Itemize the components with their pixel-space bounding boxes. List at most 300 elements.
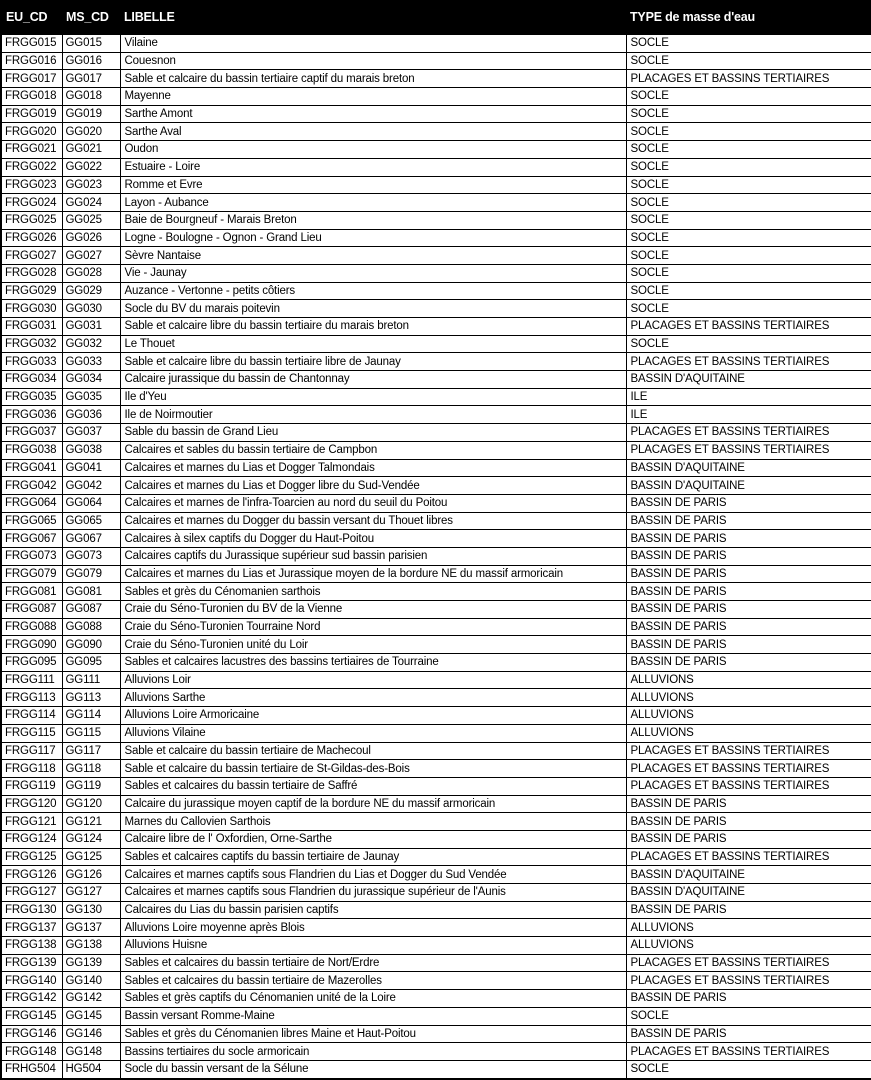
cell-type: ILE [626, 388, 871, 406]
table-row [1, 742, 871, 760]
cell-type: ALLUVIONS [626, 671, 871, 689]
cell-eu_cd: FRGG114 [1, 707, 62, 725]
table-row [1, 123, 871, 141]
cell-libelle: Sable et calcaire du bassin tertiaire de Machecoul [120, 742, 626, 760]
cell-type: ILE [626, 406, 871, 424]
table-row [1, 760, 871, 778]
cell-eu_cd: FRGG041 [1, 459, 62, 477]
table-row [1, 247, 871, 265]
cell-libelle: Calcaires et marnes du Lias et Dogger Talmondais [120, 459, 626, 477]
cell-eu_cd: FRGG138 [1, 937, 62, 955]
cell-type: PLACAGES ET BASSINS TERTIAIRES [626, 777, 871, 795]
cell-ms_cd: GG016 [62, 52, 120, 70]
header-row [1, 1, 871, 35]
table-row [1, 211, 871, 229]
cell-eu_cd: FRGG130 [1, 901, 62, 919]
cell-ms_cd: GG140 [62, 972, 120, 990]
cell-libelle: Alluvions Loir [120, 671, 626, 689]
table-row [1, 441, 871, 459]
table-body [1, 35, 871, 1080]
table-row [1, 547, 871, 565]
table-row [1, 70, 871, 88]
cell-ms_cd: GG030 [62, 300, 120, 318]
cell-libelle: Calcaire libre de l' Oxfordien, Orne-Sarthe [120, 830, 626, 848]
cell-eu_cd: FRGG124 [1, 830, 62, 848]
cell-eu_cd: FRGG119 [1, 777, 62, 795]
cell-type: BASSIN DE PARIS [626, 618, 871, 636]
cell-eu_cd: FRGG030 [1, 300, 62, 318]
cell-libelle: Layon - Aubance [120, 194, 626, 212]
table-row [1, 459, 871, 477]
cell-ms_cd: GG041 [62, 459, 120, 477]
cell-eu_cd: FRGG125 [1, 848, 62, 866]
cell-eu_cd: FRGG024 [1, 194, 62, 212]
cell-eu_cd: FRGG127 [1, 884, 62, 902]
cell-ms_cd: GG067 [62, 530, 120, 548]
cell-type: BASSIN DE PARIS [626, 601, 871, 619]
cell-eu_cd: FRGG034 [1, 371, 62, 389]
cell-ms_cd: GG025 [62, 211, 120, 229]
cell-type: SOCLE [626, 194, 871, 212]
cell-type: SOCLE [626, 335, 871, 353]
cell-eu_cd: FRHG504 [1, 1060, 62, 1079]
cell-eu_cd: FRGG065 [1, 512, 62, 530]
cell-ms_cd: GG139 [62, 954, 120, 972]
cell-eu_cd: FRGG111 [1, 671, 62, 689]
table-row [1, 972, 871, 990]
cell-type: BASSIN D'AQUITAINE [626, 866, 871, 884]
cell-type: SOCLE [626, 35, 871, 53]
cell-eu_cd: FRGG042 [1, 477, 62, 495]
cell-eu_cd: FRGG139 [1, 954, 62, 972]
cell-type: BASSIN DE PARIS [626, 530, 871, 548]
cell-eu_cd: FRGG020 [1, 123, 62, 141]
cell-libelle: Sables et calcaires du bassin tertiaire de Saffré [120, 777, 626, 795]
cell-eu_cd: FRGG113 [1, 689, 62, 707]
cell-eu_cd: FRGG038 [1, 441, 62, 459]
cell-libelle: Couesnon [120, 52, 626, 70]
cell-ms_cd: GG024 [62, 194, 120, 212]
column-header-libelle: LIBELLE [120, 1, 626, 35]
cell-libelle: Calcaire du jurassique moyen captif de la bordure NE du massif armoricain [120, 795, 626, 813]
cell-type: PLACAGES ET BASSINS TERTIAIRES [626, 760, 871, 778]
table-row [1, 813, 871, 831]
cell-type: BASSIN DE PARIS [626, 990, 871, 1008]
table-row [1, 654, 871, 672]
cell-type: PLACAGES ET BASSINS TERTIAIRES [626, 353, 871, 371]
cell-libelle: Estuaire - Loire [120, 158, 626, 176]
cell-ms_cd: GG032 [62, 335, 120, 353]
cell-eu_cd: FRGG064 [1, 494, 62, 512]
cell-type: BASSIN D'AQUITAINE [626, 459, 871, 477]
cell-libelle: Sarthe Aval [120, 123, 626, 141]
table-row [1, 176, 871, 194]
cell-eu_cd: FRGG120 [1, 795, 62, 813]
cell-ms_cd: GG081 [62, 583, 120, 601]
table-row [1, 530, 871, 548]
table-row [1, 194, 871, 212]
table-header [1, 1, 871, 35]
cell-ms_cd: GG029 [62, 282, 120, 300]
cell-eu_cd: FRGG033 [1, 353, 62, 371]
cell-type: SOCLE [626, 52, 871, 70]
cell-libelle: Le Thouet [120, 335, 626, 353]
cell-ms_cd: GG079 [62, 565, 120, 583]
cell-type: SOCLE [626, 1060, 871, 1079]
cell-libelle: Calcaire jurassique du bassin de Chantonnay [120, 371, 626, 389]
cell-ms_cd: GG148 [62, 1043, 120, 1061]
cell-ms_cd: GG042 [62, 477, 120, 495]
cell-ms_cd: HG504 [62, 1060, 120, 1079]
cell-libelle: Calcaires du Lias du bassin parisien captifs [120, 901, 626, 919]
cell-eu_cd: FRGG115 [1, 724, 62, 742]
cell-type: BASSIN DE PARIS [626, 512, 871, 530]
cell-eu_cd: FRGG022 [1, 158, 62, 176]
cell-type: PLACAGES ET BASSINS TERTIAIRES [626, 318, 871, 336]
cell-type: SOCLE [626, 229, 871, 247]
cell-ms_cd: GG018 [62, 88, 120, 106]
cell-ms_cd: GG064 [62, 494, 120, 512]
cell-libelle: Calcaires et marnes du Lias et Dogger libre du Sud-Vendée [120, 477, 626, 495]
cell-eu_cd: FRGG140 [1, 972, 62, 990]
table-row [1, 990, 871, 1008]
cell-ms_cd: GG119 [62, 777, 120, 795]
cell-type: BASSIN D'AQUITAINE [626, 884, 871, 902]
cell-libelle: Sables et calcaires captifs du bassin tertiaire de Jaunay [120, 848, 626, 866]
cell-libelle: Sables et calcaires lacustres des bassins tertiaires de Tourraine [120, 654, 626, 672]
cell-eu_cd: FRGG035 [1, 388, 62, 406]
cell-libelle: Calcaires captifs du Jurassique supérieur sud bassin parisien [120, 547, 626, 565]
table-row [1, 707, 871, 725]
table-row [1, 937, 871, 955]
cell-ms_cd: GG065 [62, 512, 120, 530]
cell-libelle: Calcaires et marnes captifs sous Flandrien du Lias et Dogger du Sud Vendée [120, 866, 626, 884]
cell-libelle: Sarthe Amont [120, 105, 626, 123]
cell-type: ALLUVIONS [626, 937, 871, 955]
cell-type: PLACAGES ET BASSINS TERTIAIRES [626, 742, 871, 760]
cell-type: PLACAGES ET BASSINS TERTIAIRES [626, 954, 871, 972]
cell-eu_cd: FRGG025 [1, 211, 62, 229]
cell-libelle: Calcaires et marnes captifs sous Flandrien du jurassique supérieur de l'Aunis [120, 884, 626, 902]
cell-ms_cd: GG036 [62, 406, 120, 424]
cell-ms_cd: GG130 [62, 901, 120, 919]
table-row [1, 724, 871, 742]
cell-ms_cd: GG118 [62, 760, 120, 778]
table-row [1, 795, 871, 813]
cell-type: SOCLE [626, 105, 871, 123]
cell-libelle: Baie de Bourgneuf - Marais Breton [120, 211, 626, 229]
cell-libelle: Logne - Boulogne - Ognon - Grand Lieu [120, 229, 626, 247]
cell-ms_cd: GG017 [62, 70, 120, 88]
table-row [1, 848, 871, 866]
cell-eu_cd: FRGG019 [1, 105, 62, 123]
cell-type: SOCLE [626, 300, 871, 318]
cell-type: ALLUVIONS [626, 724, 871, 742]
cell-type: SOCLE [626, 141, 871, 159]
cell-libelle: Ile de Noirmoutier [120, 406, 626, 424]
cell-type: PLACAGES ET BASSINS TERTIAIRES [626, 1043, 871, 1061]
cell-eu_cd: FRGG137 [1, 919, 62, 937]
cell-libelle: Sables et grès du Cénomanien sarthois [120, 583, 626, 601]
cell-libelle: Sable et calcaire libre du bassin tertiaire du marais breton [120, 318, 626, 336]
table-row [1, 866, 871, 884]
cell-ms_cd: GG126 [62, 866, 120, 884]
table-row [1, 636, 871, 654]
cell-ms_cd: GG145 [62, 1007, 120, 1025]
cell-libelle: Bassin versant Romme-Maine [120, 1007, 626, 1025]
cell-eu_cd: FRGG017 [1, 70, 62, 88]
cell-libelle: Calcaires et marnes de l'infra-Toarcien au nord du seuil du Poitou [120, 494, 626, 512]
cell-libelle: Sable du bassin de Grand Lieu [120, 424, 626, 442]
cell-eu_cd: FRGG067 [1, 530, 62, 548]
table-row [1, 353, 871, 371]
cell-type: SOCLE [626, 247, 871, 265]
cell-eu_cd: FRGG090 [1, 636, 62, 654]
table-row [1, 601, 871, 619]
cell-libelle: Sables et calcaires du bassin tertiaire de Nort/Erdre [120, 954, 626, 972]
cell-eu_cd: FRGG029 [1, 282, 62, 300]
cell-ms_cd: GG146 [62, 1025, 120, 1043]
cell-ms_cd: GG113 [62, 689, 120, 707]
cell-ms_cd: GG125 [62, 848, 120, 866]
cell-libelle: Bassins tertiaires du socle armoricain [120, 1043, 626, 1061]
cell-type: BASSIN DE PARIS [626, 547, 871, 565]
cell-ms_cd: GG142 [62, 990, 120, 1008]
cell-libelle: Alluvions Vilaine [120, 724, 626, 742]
cell-eu_cd: FRGG026 [1, 229, 62, 247]
cell-ms_cd: GG137 [62, 919, 120, 937]
table-row [1, 777, 871, 795]
cell-type: BASSIN D'AQUITAINE [626, 477, 871, 495]
cell-libelle: Mayenne [120, 88, 626, 106]
cell-ms_cd: GG033 [62, 353, 120, 371]
cell-libelle: Socle du BV du marais poitevin [120, 300, 626, 318]
table-row [1, 901, 871, 919]
cell-type: PLACAGES ET BASSINS TERTIAIRES [626, 972, 871, 990]
cell-type: ALLUVIONS [626, 689, 871, 707]
table-row [1, 884, 871, 902]
table-row [1, 583, 871, 601]
cell-ms_cd: GG020 [62, 123, 120, 141]
table-row [1, 1025, 871, 1043]
column-header-eu-cd: EU_CD [1, 1, 62, 35]
table-row [1, 512, 871, 530]
cell-libelle: Calcaires et sables du bassin tertiaire de Campbon [120, 441, 626, 459]
cell-type: SOCLE [626, 158, 871, 176]
cell-type: BASSIN DE PARIS [626, 795, 871, 813]
cell-ms_cd: GG138 [62, 937, 120, 955]
cell-libelle: Ile d'Yeu [120, 388, 626, 406]
cell-libelle: Craie du Séno-Turonien unité du Loir [120, 636, 626, 654]
cell-libelle: Oudon [120, 141, 626, 159]
cell-ms_cd: GG090 [62, 636, 120, 654]
cell-ms_cd: GG087 [62, 601, 120, 619]
cell-type: BASSIN DE PARIS [626, 830, 871, 848]
cell-eu_cd: FRGG037 [1, 424, 62, 442]
cell-eu_cd: FRGG088 [1, 618, 62, 636]
cell-ms_cd: GG127 [62, 884, 120, 902]
table-row [1, 88, 871, 106]
cell-eu_cd: FRGG027 [1, 247, 62, 265]
cell-eu_cd: FRGG148 [1, 1043, 62, 1061]
cell-ms_cd: GG026 [62, 229, 120, 247]
table-row [1, 830, 871, 848]
cell-ms_cd: GG088 [62, 618, 120, 636]
cell-libelle: Sables et grès captifs du Cénomanien unité de la Loire [120, 990, 626, 1008]
table-row [1, 282, 871, 300]
cell-ms_cd: GG028 [62, 264, 120, 282]
cell-ms_cd: GG117 [62, 742, 120, 760]
cell-eu_cd: FRGG095 [1, 654, 62, 672]
cell-type: PLACAGES ET BASSINS TERTIAIRES [626, 70, 871, 88]
cell-ms_cd: GG019 [62, 105, 120, 123]
cell-ms_cd: GG111 [62, 671, 120, 689]
cell-ms_cd: GG027 [62, 247, 120, 265]
cell-libelle: Sable et calcaire du bassin tertiaire de St-Gildas-des-Bois [120, 760, 626, 778]
cell-type: PLACAGES ET BASSINS TERTIAIRES [626, 424, 871, 442]
cell-eu_cd: FRGG142 [1, 990, 62, 1008]
cell-libelle: Auzance - Vertonne - petits côtiers [120, 282, 626, 300]
table-row [1, 35, 871, 53]
cell-ms_cd: GG038 [62, 441, 120, 459]
cell-libelle: Sables et grès du Cénomanien libres Maine et Haut-Poitou [120, 1025, 626, 1043]
table-row [1, 1060, 871, 1079]
cell-type: ALLUVIONS [626, 919, 871, 937]
cell-ms_cd: GG073 [62, 547, 120, 565]
cell-type: BASSIN DE PARIS [626, 901, 871, 919]
cell-ms_cd: GG121 [62, 813, 120, 831]
cell-type: PLACAGES ET BASSINS TERTIAIRES [626, 441, 871, 459]
cell-ms_cd: GG021 [62, 141, 120, 159]
table-row [1, 105, 871, 123]
cell-ms_cd: GG023 [62, 176, 120, 194]
cell-eu_cd: FRGG079 [1, 565, 62, 583]
table-row [1, 954, 871, 972]
cell-eu_cd: FRGG018 [1, 88, 62, 106]
cell-type: SOCLE [626, 282, 871, 300]
cell-ms_cd: GG124 [62, 830, 120, 848]
cell-ms_cd: GG034 [62, 371, 120, 389]
table-row [1, 229, 871, 247]
cell-type: SOCLE [626, 1007, 871, 1025]
cell-eu_cd: FRGG023 [1, 176, 62, 194]
table-row [1, 1043, 871, 1061]
cell-eu_cd: FRGG121 [1, 813, 62, 831]
cell-ms_cd: GG031 [62, 318, 120, 336]
table-row [1, 689, 871, 707]
cell-eu_cd: FRGG073 [1, 547, 62, 565]
cell-libelle: Craie du Séno-Turonien Tourraine Nord [120, 618, 626, 636]
cell-ms_cd: GG095 [62, 654, 120, 672]
column-header-type: TYPE de masse d'eau [626, 1, 871, 35]
cell-libelle: Marnes du Callovien Sarthois [120, 813, 626, 831]
cell-eu_cd: FRGG031 [1, 318, 62, 336]
cell-libelle: Calcaires et marnes du Lias et Jurassique moyen de la bordure NE du massif armoricain [120, 565, 626, 583]
cell-type: BASSIN DE PARIS [626, 813, 871, 831]
cell-libelle: Alluvions Loire Armoricaine [120, 707, 626, 725]
table-row [1, 141, 871, 159]
cell-eu_cd: FRGG118 [1, 760, 62, 778]
cell-libelle: Sèvre Nantaise [120, 247, 626, 265]
cell-type: BASSIN DE PARIS [626, 583, 871, 601]
cell-type: BASSIN DE PARIS [626, 494, 871, 512]
table-row [1, 52, 871, 70]
table-row [1, 406, 871, 424]
cell-type: SOCLE [626, 264, 871, 282]
table-row [1, 565, 871, 583]
cell-eu_cd: FRGG126 [1, 866, 62, 884]
cell-libelle: Vie - Jaunay [120, 264, 626, 282]
table-row [1, 1007, 871, 1025]
cell-type: BASSIN DE PARIS [626, 565, 871, 583]
cell-type: BASSIN DE PARIS [626, 1025, 871, 1043]
cell-libelle: Alluvions Loire moyenne après Blois [120, 919, 626, 937]
cell-type: ALLUVIONS [626, 707, 871, 725]
cell-libelle: Sable et calcaire du bassin tertiaire captif du marais breton [120, 70, 626, 88]
table-row [1, 371, 871, 389]
cell-type: BASSIN DE PARIS [626, 636, 871, 654]
cell-libelle: Sable et calcaire libre du bassin tertiaire libre de Jaunay [120, 353, 626, 371]
cell-eu_cd: FRGG015 [1, 35, 62, 53]
cell-eu_cd: FRGG028 [1, 264, 62, 282]
cell-eu_cd: FRGG146 [1, 1025, 62, 1043]
cell-eu_cd: FRGG036 [1, 406, 62, 424]
table-row [1, 919, 871, 937]
cell-libelle: Calcaires et marnes du Dogger du bassin versant du Thouet libres [120, 512, 626, 530]
cell-eu_cd: FRGG016 [1, 52, 62, 70]
cell-ms_cd: GG015 [62, 35, 120, 53]
cell-type: SOCLE [626, 88, 871, 106]
cell-libelle: Craie du Séno-Turonien du BV de la Vienne [120, 601, 626, 619]
cell-libelle: Alluvions Huisne [120, 937, 626, 955]
table-row [1, 618, 871, 636]
table-row [1, 300, 871, 318]
cell-eu_cd: FRGG021 [1, 141, 62, 159]
cell-libelle: Sables et calcaires du bassin tertiaire de Mazerolles [120, 972, 626, 990]
column-header-ms-cd: MS_CD [62, 1, 120, 35]
table-row [1, 477, 871, 495]
cell-type: BASSIN D'AQUITAINE [626, 371, 871, 389]
cell-type: SOCLE [626, 123, 871, 141]
table-row [1, 335, 871, 353]
cell-eu_cd: FRGG145 [1, 1007, 62, 1025]
cell-ms_cd: GG022 [62, 158, 120, 176]
cell-ms_cd: GG120 [62, 795, 120, 813]
cell-libelle: Romme et Evre [120, 176, 626, 194]
cell-eu_cd: FRGG087 [1, 601, 62, 619]
cell-ms_cd: GG035 [62, 388, 120, 406]
cell-type: PLACAGES ET BASSINS TERTIAIRES [626, 848, 871, 866]
table-row [1, 318, 871, 336]
cell-eu_cd: FRGG081 [1, 583, 62, 601]
table-row [1, 264, 871, 282]
cell-type: SOCLE [626, 176, 871, 194]
table-row [1, 671, 871, 689]
cell-libelle: Socle du bassin versant de la Sélune [120, 1060, 626, 1079]
cell-libelle: Calcaires à silex captifs du Dogger du Haut-Poitou [120, 530, 626, 548]
cell-ms_cd: GG037 [62, 424, 120, 442]
cell-eu_cd: FRGG032 [1, 335, 62, 353]
table-row [1, 388, 871, 406]
cell-eu_cd: FRGG117 [1, 742, 62, 760]
cell-ms_cd: GG115 [62, 724, 120, 742]
cell-type: SOCLE [626, 211, 871, 229]
cell-ms_cd: GG114 [62, 707, 120, 725]
cell-libelle: Alluvions Sarthe [120, 689, 626, 707]
table-row [1, 158, 871, 176]
cell-libelle: Vilaine [120, 35, 626, 53]
table-row [1, 424, 871, 442]
